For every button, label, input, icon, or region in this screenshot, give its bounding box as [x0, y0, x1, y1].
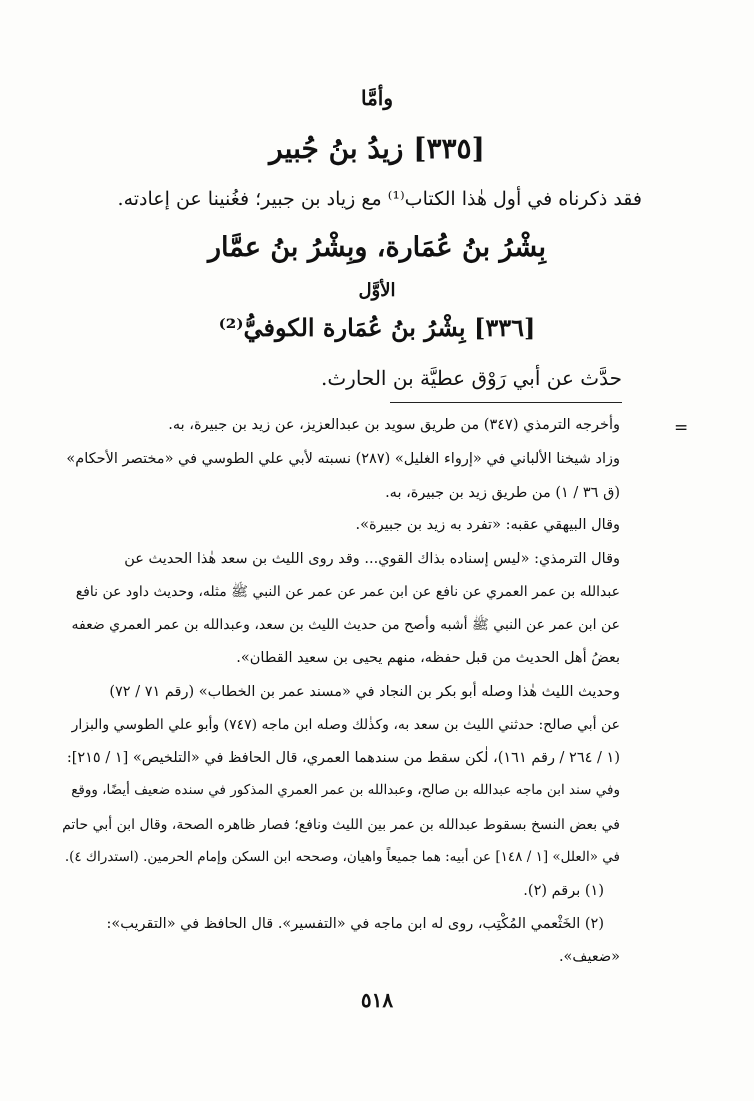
footnote-line: (٢) الخَثْعمي المُكْتِب، روى له ابن ماجه في «التفسير». قال الحافظ في «التقريب»:	[106, 916, 604, 932]
section-title: بِشْرُ بنُ عُمَارة، وبِشْرُ بنُ عمَّار	[207, 232, 546, 263]
footnote-line: (١) برقم (٢).	[523, 883, 604, 899]
footnote-line: وزاد شيخنا الألباني في «إرواء الغليل» (٢٨٧) نسبته لأبي علي الطوسي في «مختصر الأحكام»	[66, 451, 620, 467]
footnote-line: وحديث الليث هٰذا وصله أبو بكر بن النجاد في «مسند عمر بن الخطاب» (رقم ٧١ / ٧٢)	[109, 684, 620, 700]
page-number: ٥١٨	[360, 988, 394, 1012]
footnote-line: في بعض النسخ بسقوط عبدالله بن عمر بين الليث ونافع؛ فصار ظاهره الصحة، وقال ابن أبي حاتم	[62, 817, 620, 833]
footnote-line: عبدالله بن عمر العمري عن نافع عن ابن عمر عن عمر عن النبي ﷺ مثله، وحديث داود عن نافع	[75, 584, 620, 600]
continuation-mark: =	[674, 418, 689, 438]
first-label: الأوَّل	[358, 280, 396, 301]
footnote-line: عن ابن عمر عن النبي ﷺ أشبه وأصح من حديث الليث بن سعد، وعبدالله بن عمر العمري ضعفه	[71, 617, 620, 633]
footnote-line: وفي سند ابن ماجه عبدالله بن صالح، وعبدالله بن عمر العمري المذكور في سنده ضعيف أيضًا، ووقع	[71, 782, 620, 798]
footnote-line: عن أبي صالح: حدثني الليث بن سعد به، وكذٰلك وصله ابن ماجه (٧٤٧) وأبو علي الطوسي والبزار	[71, 717, 620, 733]
entry-heading-335: [٣٣٥] زيدُ بنُ جُبير	[269, 132, 485, 165]
narration-text: حدَّث عن أبي رَوْق عطيَّة بن الحارث.	[320, 366, 622, 390]
footnote-line: بعضُ أهل الحديث من قبل حفظه، منهم يحيى بن سعيد القطان».	[236, 650, 620, 666]
heading-wa-amma: وأمَّا	[360, 86, 394, 110]
footnote-line: في «العلل» [١ / ١٤٨] عن أبيه: هما جميعاً واهيان، وصححه ابن السكن وإمام الحرمين. (استدراك ٤).	[64, 849, 620, 865]
footnote-line: وقال الترمذي: «ليس إسناده بذاك القوي... وقد روى الليث بن سعد هٰذا الحديث عن	[124, 551, 620, 567]
footnote-line: وقال البيهقي عقبه: «تفرد به زيد بن جبيرة».	[355, 517, 620, 533]
footnote-line: (١ / ٢٦٤ / رقم ١٦١)، لٰكن سقط من سندهما العمري، قال الحافظ في «التلخيص» [١ / ٢١٥]:	[66, 750, 620, 766]
footnote-line: «ضعيف».	[558, 949, 620, 965]
footnote-line: وأخرجه الترمذي (٣٤٧) من طريق سويد بن عبدالعزيز، عن زيد بن جبيرة، به.	[168, 417, 620, 433]
entry-heading-336: [٣٣٦] بِشْرُ بنُ عُمَارة الكوفيُّ⁽²⁾	[218, 313, 536, 342]
intro-paragraph: فقد ذكرناه في أول هٰذا الكتاب⁽¹⁾ مع زياد بن جبير؛ فغُنينا عن إعادته.	[117, 188, 642, 210]
footnote-line: (ق ٣٦ / ١) من طريق زيد بن جبيرة، به.	[385, 485, 620, 501]
footnote-divider	[390, 402, 622, 403]
